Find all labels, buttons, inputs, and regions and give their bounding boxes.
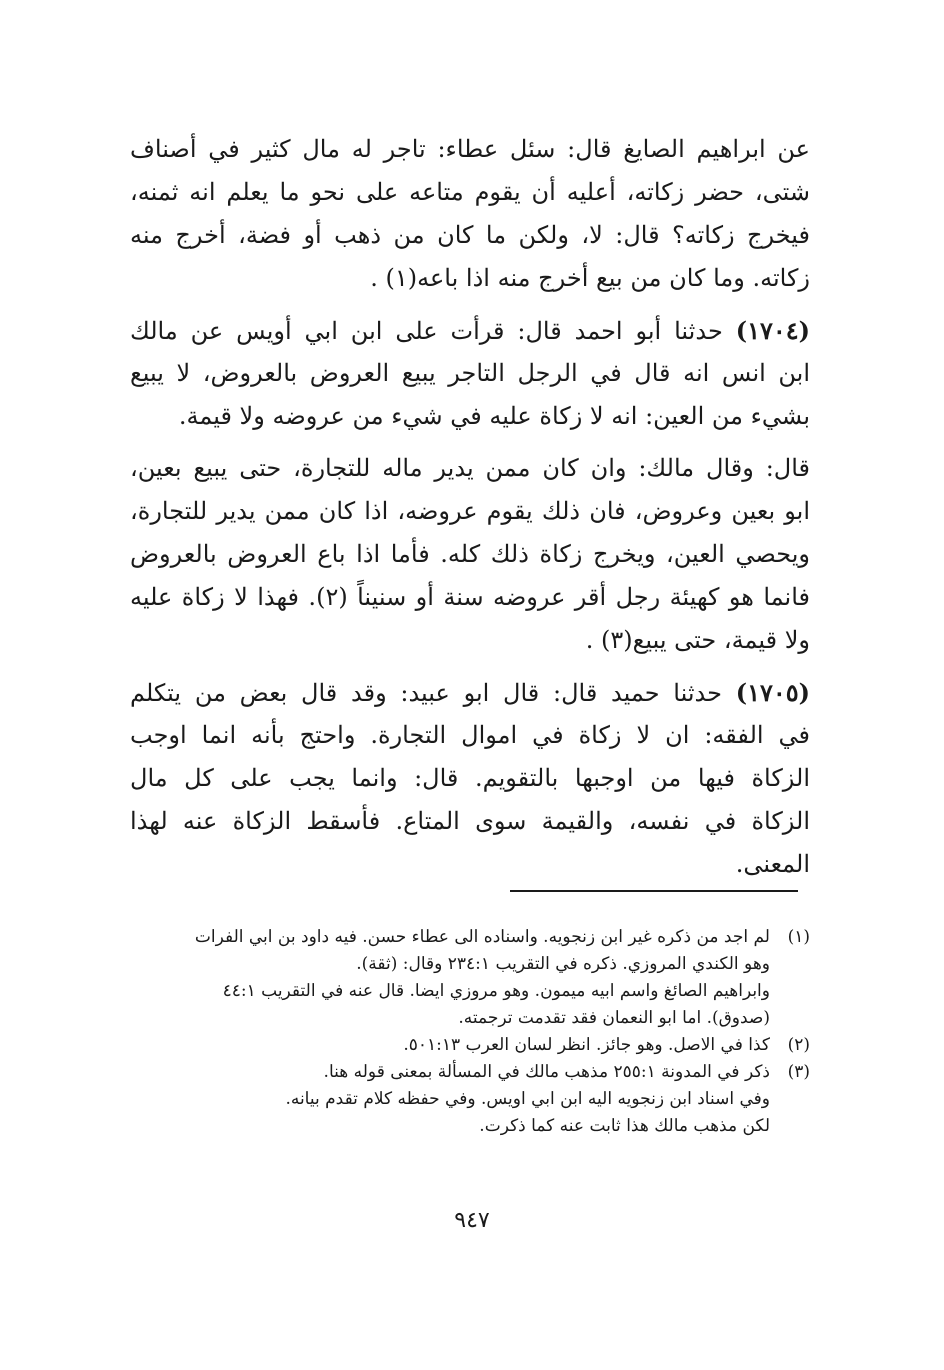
- footnote-1: [138, 924, 810, 1032]
- text-segment: حدثنا حميد قال: قال ابو عبيد: وقد قال بعض من يتكلم: [130, 679, 722, 707]
- main-text: [130, 128, 810, 886]
- footnote-marker: (٣): [787, 1062, 810, 1082]
- footnote-marker: (١): [787, 927, 810, 947]
- footnote-line: (صدوق). اما ابو النعمان فقد تقدمت ترجمته.: [458, 1008, 770, 1028]
- footnote-line: لكن مذهب مالك هذا ثابت عنه كما ذكرت.: [479, 1116, 770, 1136]
- text-line: بشيء من العين: انه لا زكاة عليه في شيء من عروضه ولا قيمة.: [178, 402, 810, 430]
- paragraph: [130, 447, 810, 662]
- text-line: عن ابراهيم الصايغ قال: سئل عطاء: تاجر له مال كثير في أصناف: [130, 135, 811, 163]
- text-segment: حدثنا أبو احمد قال: قرأت على ابن ابي أويس عن مالك: [130, 317, 723, 345]
- text-line: ولا قيمة، حتى يبيع(٣) .: [585, 626, 810, 654]
- text-line: ويحصي العين، ويخرج زكاة ذلك كله. فأما اذا باع العروض بالعروض: [130, 540, 810, 568]
- footnote-body: [138, 1032, 770, 1059]
- footnote-body: [138, 924, 770, 1032]
- text-line: شتى، حضر زكاته، أعليه أن يقوم متاعه على نحو ما يعلم انه ثمنه،: [130, 178, 810, 206]
- text-line: في الفقه: ان لا زكاة في اموال التجارة. واحتج بأنه انما اوجب: [130, 721, 810, 749]
- text-line: فيخرج زكاته؟ قال: لا، ولكن ما كان من ذهب أو فضة، أخرج منه: [130, 221, 810, 249]
- text-line: ابو بعين وعروض، فان ذلك يقوم عروضه، اذا كان ممن يدير للتجارة،: [130, 497, 810, 525]
- footnote-line: كذا في الاصل. وهو جائز. انظر لسان العرب ٥٠١:١٣.: [403, 1035, 770, 1055]
- footnote-line: وهو الكندي المروزي. ذكره في التقريب ٢٣٤:١ وقال: (ثقة).: [356, 954, 770, 974]
- text-line: زكاته. وما كان من بيع أخرج منه اذا باعه(١) .: [370, 264, 810, 292]
- footnote-line: وابراهيم الصائغ واسم ابيه ميمون. وهو مروزي ايضا. قال عنه في التقريب ٤٤:١: [222, 981, 770, 1001]
- footnote-3: [138, 1059, 810, 1140]
- paragraph-1705: [130, 671, 810, 886]
- text-line: الزكاة في نفسه، والقيمة سوى المتاع. فأسقط الزكاة عنه لهذا: [130, 807, 810, 835]
- text-line: [130, 671, 810, 714]
- hadith-number: (١٧٠٥): [735, 678, 810, 707]
- text-line: فانما هو كهيئة رجل أقر عروضه سنة أو سنيناً (٢). فهذا لا زكاة عليه: [130, 583, 811, 611]
- footnote-line: لم اجد من ذكره غير ابن زنجويه. واسناده الى عطاء حسن. فيه داود بن ابي الفرات: [194, 927, 770, 947]
- footnote-line: وفي اسناد ابن زنجويه اليه ابن ابي اويس. وفي حفظه كلام تقدم بيانه.: [285, 1089, 770, 1109]
- footnote-body: [138, 1059, 770, 1140]
- paragraph-1704: [130, 309, 810, 438]
- footnote-divider: [510, 890, 798, 892]
- text-line: ابن انس انه قال في الرجل التاجر يبيع العروض بالعروض، لا يبيع: [130, 359, 810, 387]
- footnote-2: [138, 1032, 810, 1059]
- text-line: المعنى.: [735, 850, 810, 878]
- footnote-line: ذكر في المدونة ٢٥٥:١ مذهب مالك في المسألة بمعنى قوله هنا.: [323, 1062, 770, 1082]
- paragraph: [130, 128, 810, 300]
- text-line: قال: وقال مالك: وان كان ممن يدير ماله للتجارة، حتى يبيع بعين،: [130, 454, 811, 482]
- footnotes: [138, 924, 810, 1140]
- footnote-marker: (٢): [787, 1035, 810, 1055]
- page-number: ٩٤٧: [454, 1208, 490, 1233]
- hadith-number: (١٧٠٤): [735, 316, 810, 345]
- text-line: [130, 309, 810, 352]
- text-line: الزكاة فيها من اوجبها بالتقويم. قال: وانما يجب على كل مال: [130, 764, 810, 792]
